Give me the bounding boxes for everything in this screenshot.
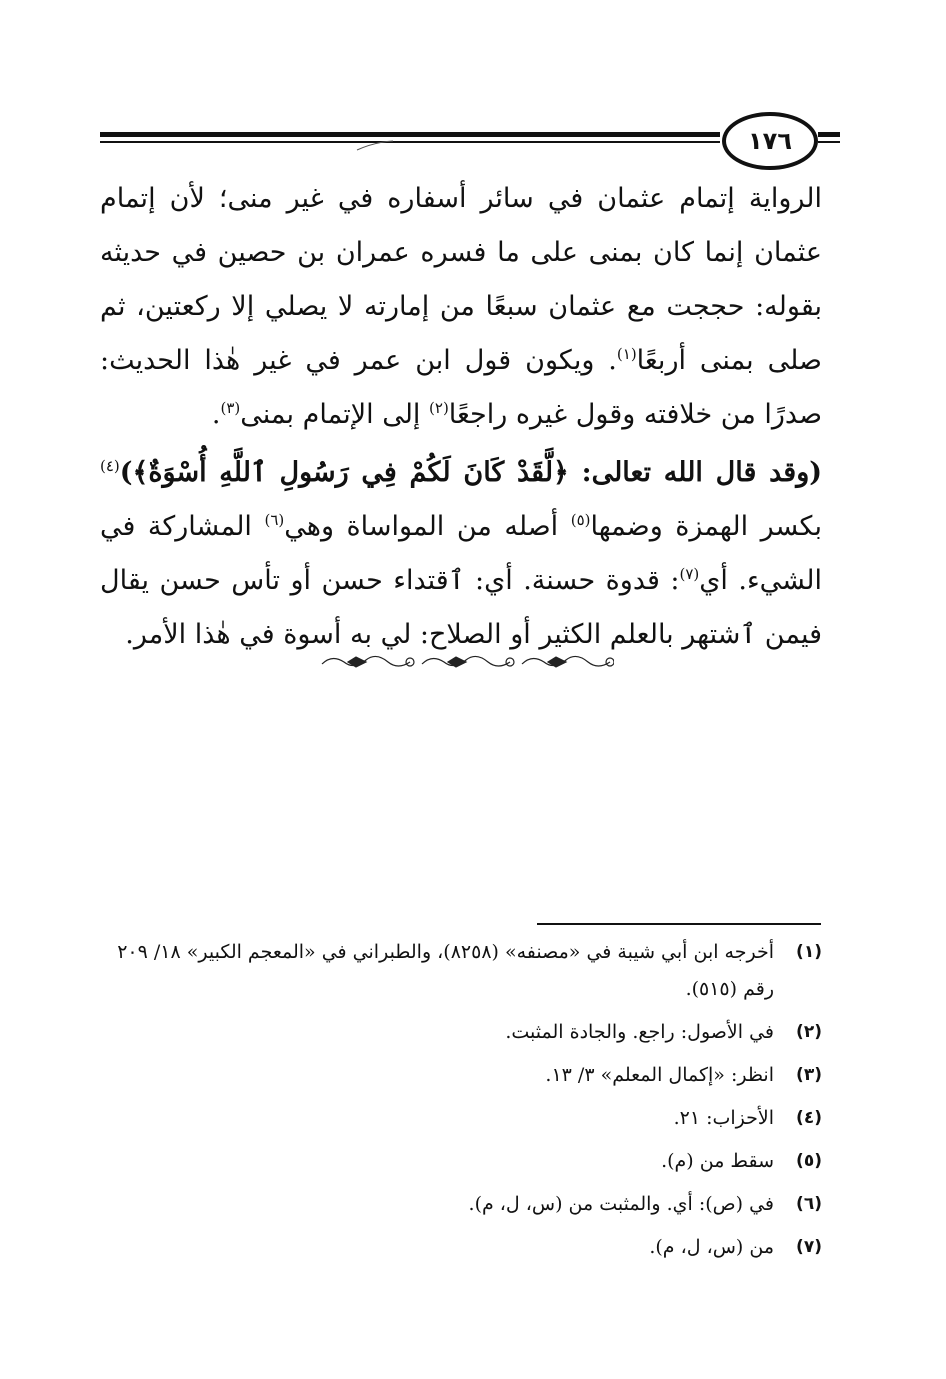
footnote-text: أخرجه ابن أبي شيبة في «مصنفه» (٨٢٥٨)، والطبراني في «المعجم الكبير» ١٨/ ٢٠٩ رقم (٥١٥).: [117, 941, 774, 1000]
header-rule-thin: [100, 141, 720, 143]
footnote-number: (٤): [796, 1108, 822, 1128]
footnote-number: (٢): [796, 1022, 822, 1042]
footnote-text: في الأصول: راجع. والجادة المثبت.: [505, 1021, 774, 1043]
paragraph-1-cont: . ويكون قول ابن عمر في غير هٰذا الحديث: صدرًا من خلافته وقول غيره راجعًا: [100, 345, 822, 430]
header-rule-right-thin: [818, 141, 840, 143]
footnote-item: [100, 1014, 822, 1051]
paragraph-2-a: بكسر الهمزة وضمها: [590, 511, 822, 542]
footnote-item: [100, 1229, 822, 1266]
header-rule-thick: [100, 132, 720, 137]
footnote-item: [100, 1143, 822, 1180]
quote-intro: (وقد قال الله تعالى:: [581, 457, 823, 488]
footnote-ref-5[interactable]: (٥): [570, 511, 591, 529]
footnote-ref-6[interactable]: (٦): [264, 511, 285, 529]
footnote-number: (٣): [796, 1065, 822, 1085]
header-flourish-icon: [355, 140, 395, 152]
paragraph-1-text: الرواية إتمام عثمان في سائر أسفاره في غير منى؛ لأن إتمام عثمان إنما كان بمنى على ما فسره عمران بن حصين في حديثه بقوله: حججت مع عثمان سبعًا من إمارته لا يصلي إلا ركعتين، ثم صلى بمنى أربعًا: [100, 183, 822, 376]
page-number-badge: [722, 112, 818, 170]
paragraph-2-c: المشاركة في الشيء. أي: [100, 511, 822, 596]
footnote-separator: [537, 923, 821, 925]
paragraph-2-d: : قدوة حسنة. أي: ٱقتداء حسن أو تأس حسن يقال فيمن ٱشتهر بالعلم الكثير أو الصلاح: لي به أسوة في هٰذا الأمر.: [100, 565, 822, 650]
footnote-text: سقط من (م).: [661, 1150, 774, 1172]
footnote-number: (٧): [796, 1237, 822, 1257]
body-text: [100, 172, 822, 662]
footnote-text: من (س، ل، م).: [649, 1236, 774, 1258]
footnote-ref-4[interactable]: (٤): [100, 457, 120, 475]
footnote-item: [100, 934, 822, 1008]
paragraph-1: [100, 172, 822, 442]
footnote-ref-2[interactable]: (٢): [429, 399, 449, 417]
footnote-text: انظر: «إكمال المعلم» ٣/ ١٣.: [545, 1064, 774, 1086]
quran-verse: ﴿لَّقَدْ كَانَ لَكُمْ فِي رَسُولِ ٱللَّهِ أُسْوَةٌ﴾): [119, 457, 582, 488]
page-number: ١٧٦: [748, 127, 792, 155]
footnotes-section: [100, 934, 822, 1272]
paragraph-1-final: .: [211, 399, 221, 430]
footnote-item: [100, 1186, 822, 1223]
footnote-number: (٥): [796, 1151, 822, 1171]
paragraph-2: [100, 446, 822, 662]
footnote-ref-7[interactable]: (٧): [679, 565, 700, 583]
footnote-number: (٦): [796, 1194, 822, 1214]
footnote-ref-1[interactable]: (١): [616, 345, 637, 363]
footnote-item: [100, 1100, 822, 1137]
footnote-number: (١): [796, 942, 822, 962]
footnote-item: [100, 1057, 822, 1094]
header-rule-right: [818, 132, 840, 137]
footnote-text: الأحزاب: ٢١.: [673, 1107, 774, 1129]
paragraph-1-tail: إلى الإتمام بمنى: [240, 399, 430, 430]
paragraph-2-b: أصله من المواساة وهي: [284, 511, 571, 542]
footnote-ref-3[interactable]: (٣): [220, 399, 241, 417]
footnote-text: في (ص): أي. والمثبت من (س، ل، م).: [468, 1193, 774, 1215]
section-divider-ornament-icon: [318, 648, 614, 676]
